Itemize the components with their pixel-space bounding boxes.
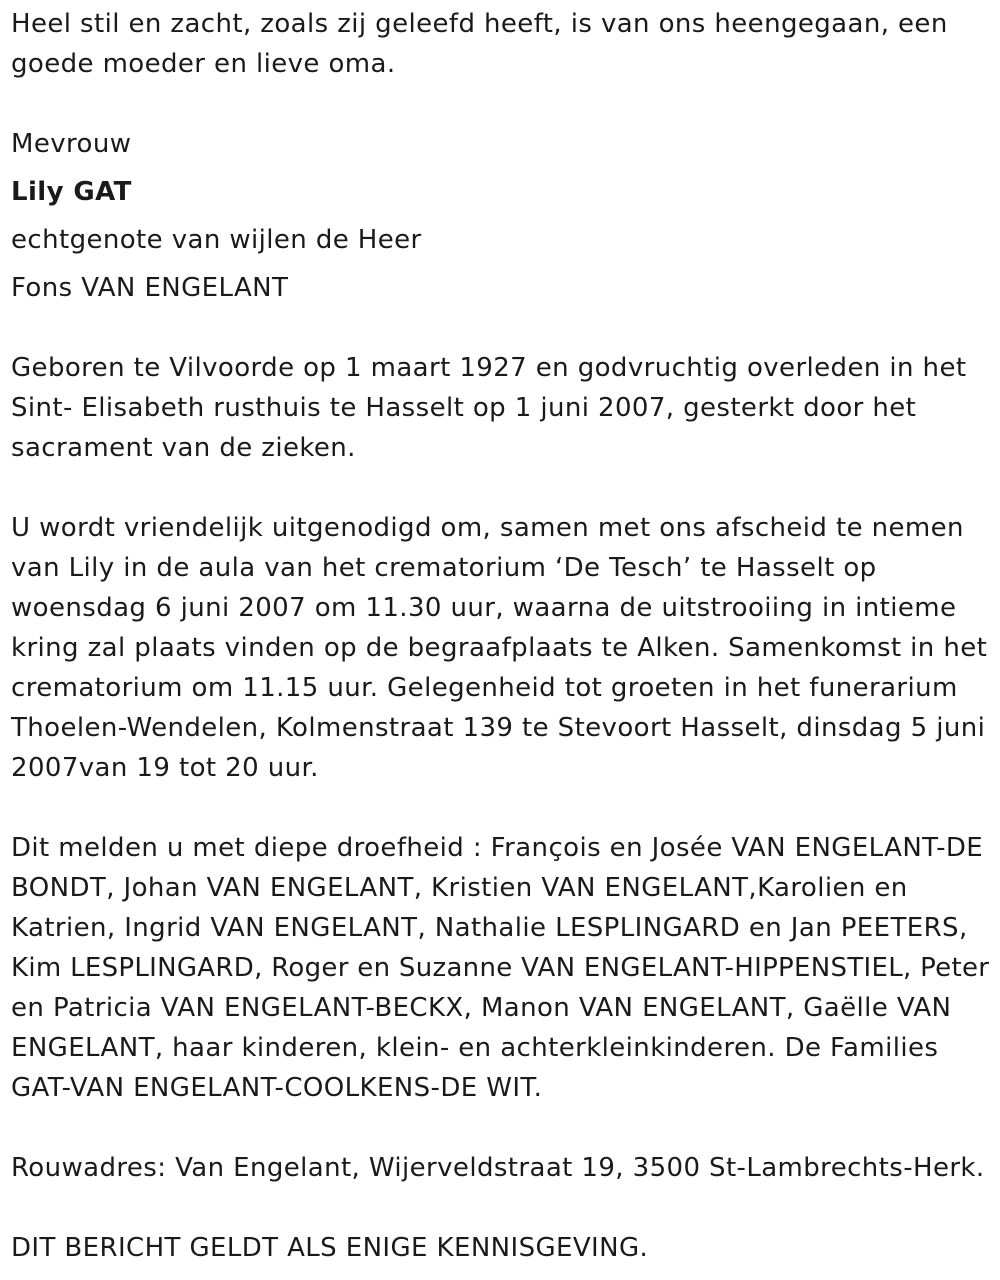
text-line: Geboren te Vilvoorde op 1 maart 1927 en godvruchtig overleden in het <box>11 353 967 383</box>
text-line: BONDT, Johan VAN ENGELANT, Kristien VAN ENGELANT,Karolien en <box>11 873 908 903</box>
text-line: Heel stil en zacht, zoals zij geleefd heeft, is van ons heengegaan, een <box>11 9 948 39</box>
birth-death-paragraph <box>11 348 993 468</box>
text-line: van Lily in de aula van het crematorium ‘De Tesch’ te Hasselt op <box>11 553 877 583</box>
mourning-address: Rouwadres: Van Engelant, Wijerveldstraat 19, 3500 St-Lambrechts-Herk. <box>11 1153 985 1183</box>
text-line: GAT-VAN ENGELANT-COOLKENS-DE WIT. <box>11 1073 543 1103</box>
closing-paragraph <box>11 1228 993 1268</box>
deceased-name: Lily GAT <box>11 177 132 207</box>
invitation-paragraph <box>11 508 993 788</box>
address-paragraph <box>11 1148 993 1188</box>
closing-statement: DIT BERICHT GELDT ALS ENIGE KENNISGEVING. <box>11 1233 649 1263</box>
text-line: Dit melden u met diepe droefheid : François en Josée VAN ENGELANT-DE <box>11 833 984 863</box>
text-line: Thoelen-Wendelen, Kolmenstraat 139 te Stevoort Hasselt, dinsdag 5 juni <box>11 713 986 743</box>
death-notice <box>11 4 993 1268</box>
text-line: U wordt vriendelijk uitgenodigd om, samen met ons afscheid te nemen <box>11 513 964 543</box>
relation: echtgenote van wijlen de Heer <box>11 225 422 255</box>
text-line: woensdag 6 juni 2007 om 11.30 uur, waarna de uitstrooiing in intieme <box>11 593 957 623</box>
text-line: Kim LESPLINGARD, Roger en Suzanne VAN ENGELANT-HIPPENSTIEL, Peter <box>11 953 990 983</box>
text-line: 2007van 19 tot 20 uur. <box>11 753 319 783</box>
text-line: kring zal plaats vinden op de begraafplaats te Alken. Samenkomst in het <box>11 633 988 663</box>
text-line: crematorium om 11.15 uur. Gelegenheid tot groeten in het funerarium <box>11 673 958 703</box>
text-line: goede moeder en lieve oma. <box>11 49 396 79</box>
text-line: ENGELANT, haar kinderen, klein- en achterkleinkinderen. De Families <box>11 1033 939 1063</box>
text-line: en Patricia VAN ENGELANT-BECKX, Manon VAN ENGELANT, Gaëlle VAN <box>11 993 952 1023</box>
family-paragraph <box>11 828 993 1108</box>
text-line: Katrien, Ingrid VAN ENGELANT, Nathalie LESPLINGARD en Jan PEETERS, <box>11 913 968 943</box>
intro-paragraph <box>11 4 993 84</box>
salutation: Mevrouw <box>11 129 132 159</box>
text-line: sacrament van de zieken. <box>11 433 356 463</box>
spouse-name: Fons VAN ENGELANT <box>11 273 289 303</box>
deceased-block <box>11 124 993 308</box>
text-line: Sint- Elisabeth rusthuis te Hasselt op 1 juni 2007, gesterkt door het <box>11 393 917 423</box>
